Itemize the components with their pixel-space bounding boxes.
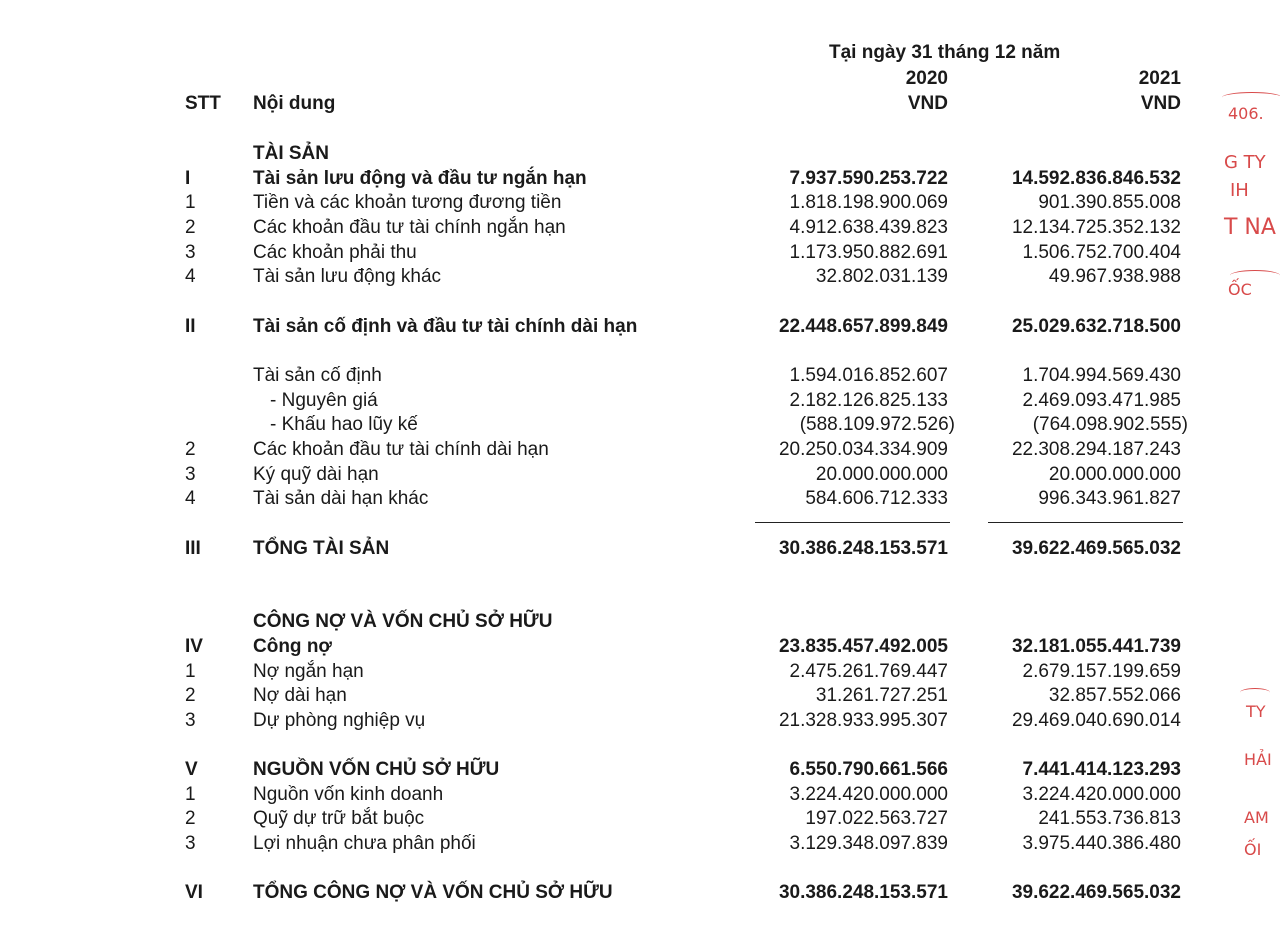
row-label: - Nguyên giá bbox=[270, 390, 378, 411]
row-stt: 4 bbox=[185, 266, 196, 287]
row-value-2020: 1.594.016.852.607 bbox=[789, 365, 948, 386]
row-value-2020: 30.386.248.153.571 bbox=[778, 538, 948, 559]
currency-2021: VND bbox=[1140, 93, 1181, 114]
total-rule-2020 bbox=[755, 522, 950, 523]
row-value-2021: 1.506.752.700.404 bbox=[1022, 242, 1181, 263]
stamp-text: T NA bbox=[1224, 215, 1276, 240]
date-caption: Tại ngày 31 tháng 12 năm bbox=[829, 42, 1061, 63]
stamp-text: G TY bbox=[1224, 152, 1266, 173]
row-value-2021: 3.975.440.386.480 bbox=[1022, 833, 1181, 854]
row-label: Tài sản cố định và đầu tư tài chính dài hạn bbox=[253, 316, 638, 337]
row-value-2021: 29.469.040.690.014 bbox=[1011, 710, 1181, 731]
row-label: Các khoản đầu tư tài chính ngắn hạn bbox=[253, 217, 566, 238]
row-stt: III bbox=[185, 538, 201, 559]
row-stt: II bbox=[185, 316, 196, 337]
row-stt: 1 bbox=[185, 784, 196, 805]
row-stt: V bbox=[185, 759, 198, 780]
row-value-2021: 7.441.414.123.293 bbox=[1022, 759, 1181, 780]
year-2020: 2020 bbox=[905, 68, 948, 89]
row-value-2020: (588.109.972.526) bbox=[799, 414, 955, 435]
row-label: TỔNG CÔNG NỢ VÀ VỐN CHỦ SỞ HỮU bbox=[253, 882, 613, 903]
row-label: Nợ dài hạn bbox=[253, 685, 347, 706]
row-label: Các khoản đầu tư tài chính dài hạn bbox=[253, 439, 549, 460]
row-label: TỔNG TÀI SẢN bbox=[253, 538, 390, 559]
row-value-2021: 32.181.055.441.739 bbox=[1011, 636, 1181, 657]
stt-header: STT bbox=[185, 93, 221, 114]
section-liabilities-equity-title: CÔNG NỢ VÀ VỐN CHỦ SỞ HỮU bbox=[253, 611, 553, 632]
row-value-2021: 2.679.157.199.659 bbox=[1022, 661, 1181, 682]
content-header: Nội dung bbox=[253, 93, 336, 114]
row-value-2020: 21.328.933.995.307 bbox=[778, 710, 948, 731]
row-stt: 3 bbox=[185, 242, 196, 263]
row-stt: 2 bbox=[185, 685, 196, 706]
row-stt: 3 bbox=[185, 710, 196, 731]
stamp-text: AM bbox=[1244, 808, 1269, 827]
row-value-2021: 901.390.855.008 bbox=[1038, 192, 1181, 213]
row-stt: IV bbox=[185, 636, 203, 657]
row-value-2021: 25.029.632.718.500 bbox=[1011, 316, 1181, 337]
row-value-2020: 2.182.126.825.133 bbox=[789, 390, 948, 411]
row-value-2020: 22.448.657.899.849 bbox=[778, 316, 948, 337]
row-stt: VI bbox=[185, 882, 203, 903]
row-label: Ký quỹ dài hạn bbox=[253, 464, 379, 485]
row-value-2021: 32.857.552.066 bbox=[1048, 685, 1181, 706]
row-value-2020: 23.835.457.492.005 bbox=[778, 636, 948, 657]
row-value-2021: (764.098.902.555) bbox=[1032, 414, 1188, 435]
row-stt: I bbox=[185, 168, 191, 189]
row-label: Công nợ bbox=[253, 636, 332, 657]
row-value-2020: 20.000.000.000 bbox=[815, 464, 948, 485]
stamp-text: ỐI bbox=[1244, 840, 1262, 859]
row-label: Dự phòng nghiệp vụ bbox=[253, 710, 426, 731]
row-value-2020: 3.129.348.097.839 bbox=[789, 833, 948, 854]
row-value-2021: 3.224.420.000.000 bbox=[1022, 784, 1181, 805]
stamp-text: HẢI bbox=[1244, 750, 1272, 769]
stamp-arc-top bbox=[1222, 92, 1280, 103]
row-value-2020: 32.802.031.139 bbox=[815, 266, 948, 287]
row-label: Nợ ngắn hạn bbox=[253, 661, 364, 682]
stamp-text: TY bbox=[1246, 702, 1266, 721]
row-label: Các khoản phải thu bbox=[253, 242, 417, 263]
row-label: - Khấu hao lũy kế bbox=[270, 414, 418, 435]
row-value-2020: 1.818.198.900.069 bbox=[789, 192, 948, 213]
row-value-2021: 22.308.294.187.243 bbox=[1011, 439, 1181, 460]
row-label: Tài sản lưu động và đầu tư ngắn hạn bbox=[253, 168, 587, 189]
row-label: NGUỒN VỐN CHỦ SỞ HỮU bbox=[253, 759, 500, 780]
row-value-2021: 996.343.961.827 bbox=[1038, 488, 1181, 509]
row-value-2020: 31.261.727.251 bbox=[815, 685, 948, 706]
row-value-2020: 1.173.950.882.691 bbox=[789, 242, 948, 263]
row-value-2020: 3.224.420.000.000 bbox=[789, 784, 948, 805]
row-label: Tiền và các khoản tương đương tiền bbox=[253, 192, 562, 213]
currency-2020: VND bbox=[907, 93, 948, 114]
row-label: Tài sản cố định bbox=[253, 365, 382, 386]
row-value-2020: 7.937.590.253.722 bbox=[789, 168, 948, 189]
row-value-2020: 20.250.034.334.909 bbox=[778, 439, 948, 460]
row-value-2021: 39.622.469.565.032 bbox=[1011, 538, 1181, 559]
row-value-2020: 584.606.712.333 bbox=[805, 488, 948, 509]
row-value-2020: 197.022.563.727 bbox=[805, 808, 948, 829]
row-label: Quỹ dự trữ bắt buộc bbox=[253, 808, 425, 829]
row-value-2020: 6.550.790.661.566 bbox=[789, 759, 948, 780]
row-value-2021: 1.704.994.569.430 bbox=[1022, 365, 1181, 386]
row-stt: 3 bbox=[185, 833, 196, 854]
total-rule-2021 bbox=[988, 522, 1183, 523]
row-label: Lợi nhuận chưa phân phối bbox=[253, 833, 476, 854]
row-stt: 2 bbox=[185, 217, 196, 238]
row-stt: 2 bbox=[185, 439, 196, 460]
row-value-2020: 4.912.638.439.823 bbox=[789, 217, 948, 238]
stamp-arc-top bbox=[1240, 688, 1270, 697]
row-value-2020: 30.386.248.153.571 bbox=[778, 882, 948, 903]
row-stt: 1 bbox=[185, 192, 196, 213]
row-value-2021: 20.000.000.000 bbox=[1048, 464, 1181, 485]
row-stt: 4 bbox=[185, 488, 196, 509]
row-value-2021: 241.553.736.813 bbox=[1038, 808, 1181, 829]
row-label: Nguồn vốn kinh doanh bbox=[253, 784, 444, 805]
stamp-text: ỐC bbox=[1228, 280, 1252, 299]
row-stt: 3 bbox=[185, 464, 196, 485]
stamp-text: 406. bbox=[1228, 104, 1264, 123]
row-stt: 2 bbox=[185, 808, 196, 829]
row-value-2020: 2.475.261.769.447 bbox=[789, 661, 948, 682]
row-label: Tài sản lưu động khác bbox=[253, 266, 442, 287]
row-value-2021: 49.967.938.988 bbox=[1048, 266, 1181, 287]
row-value-2021: 2.469.093.471.985 bbox=[1022, 390, 1181, 411]
row-label: Tài sản dài hạn khác bbox=[253, 488, 429, 509]
year-2021: 2021 bbox=[1138, 68, 1181, 89]
row-stt: 1 bbox=[185, 661, 196, 682]
stamp-text: IH bbox=[1230, 180, 1249, 201]
row-value-2021: 14.592.836.846.532 bbox=[1011, 168, 1181, 189]
section-assets-title: TÀI SẢN bbox=[253, 143, 329, 164]
row-value-2021: 39.622.469.565.032 bbox=[1011, 882, 1181, 903]
row-value-2021: 12.134.725.352.132 bbox=[1011, 217, 1181, 238]
